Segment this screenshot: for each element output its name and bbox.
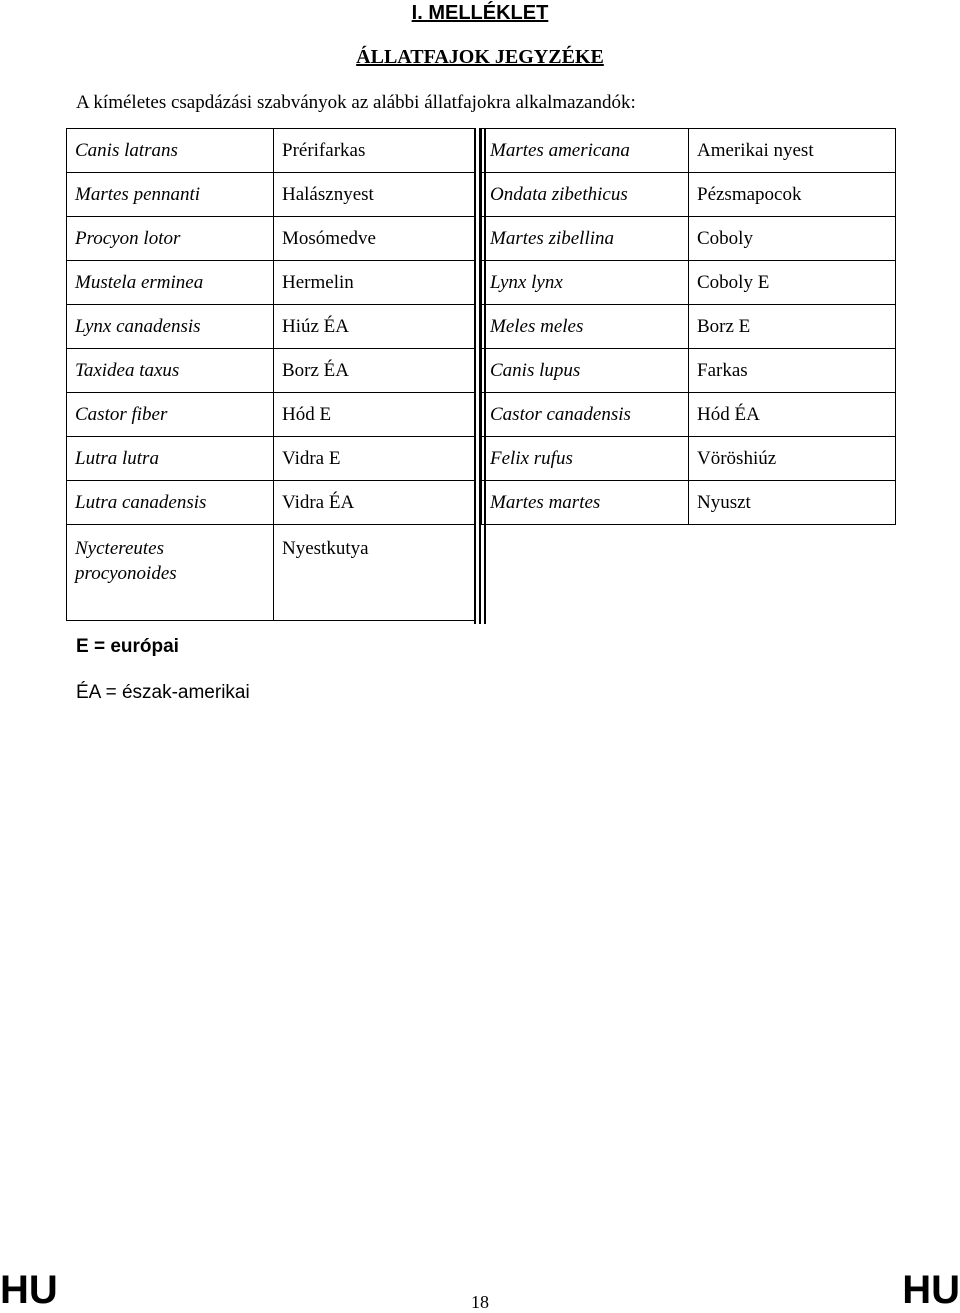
separator-line: [474, 128, 476, 624]
common-name: Borz E: [689, 305, 896, 349]
intro-text: A kíméletes csapdázási szabványok az alábbi állatfajokra alkalmazandók:: [76, 92, 636, 113]
table-row: [67, 129, 476, 173]
legend-european: E = európai: [76, 636, 179, 657]
table-row: [482, 261, 896, 305]
scientific-name: Lutra lutra: [67, 437, 274, 481]
common-name: Hermelin: [274, 261, 476, 305]
common-name: Prérifarkas: [274, 129, 476, 173]
common-name: Nyuszt: [689, 481, 896, 525]
table-row: [482, 173, 896, 217]
table-row: [482, 305, 896, 349]
annex-title: I. MELLÉKLET: [411, 2, 549, 24]
common-name: Hiúz ÉA: [274, 305, 476, 349]
table-row: [67, 173, 476, 217]
common-name: Pézsmapocok: [689, 173, 896, 217]
table-row: [67, 393, 476, 437]
scientific-name: Lynx canadensis: [67, 305, 274, 349]
scientific-name: Martes pennanti: [67, 173, 274, 217]
common-name: Hód ÉA: [689, 393, 896, 437]
scientific-name: Lutra canadensis: [67, 481, 274, 525]
scientific-name: Taxidea taxus: [67, 349, 274, 393]
table-row: [482, 217, 896, 261]
scientific-name: [67, 525, 274, 621]
scientific-name: Martes zibellina: [482, 217, 689, 261]
table-row: [482, 437, 896, 481]
common-name: Coboly E: [689, 261, 896, 305]
species-table-right: [481, 128, 896, 525]
common-name: Farkas: [689, 349, 896, 393]
scientific-name: Canis lupus: [482, 349, 689, 393]
common-name: Vidra E: [274, 437, 476, 481]
common-name: Vöröshiúz: [689, 437, 896, 481]
common-name: Mosómedve: [274, 217, 476, 261]
table-row: [67, 217, 476, 261]
scientific-name: Felix rufus: [482, 437, 689, 481]
table-row: [67, 305, 476, 349]
species-table-left: [66, 128, 476, 621]
common-name: Coboly: [689, 217, 896, 261]
table-row: [67, 525, 476, 621]
table-row: [482, 393, 896, 437]
common-name: Halásznyest: [274, 173, 476, 217]
scientific-name: Meles meles: [482, 305, 689, 349]
common-name: Borz ÉA: [274, 349, 476, 393]
list-title: ÁLLATFAJOK JEGYZÉKE: [356, 46, 604, 68]
common-name: Nyestkutya: [274, 525, 476, 621]
table-row: [482, 349, 896, 393]
scientific-name-line: Nyctereutes: [75, 538, 164, 559]
table-row: [482, 129, 896, 173]
table-row: [482, 481, 896, 525]
scientific-name: Lynx lynx: [482, 261, 689, 305]
scientific-name: Procyon lotor: [67, 217, 274, 261]
page-number: 18: [471, 1292, 489, 1312]
common-name: Vidra ÉA: [274, 481, 476, 525]
common-name: Hód E: [274, 393, 476, 437]
scientific-name: Castor canadensis: [482, 393, 689, 437]
footer-language-code-left: HU: [0, 1268, 58, 1312]
table-row: [67, 481, 476, 525]
scientific-name-line: procyonoides: [75, 563, 177, 584]
scientific-name: Ondata zibethicus: [482, 173, 689, 217]
scientific-name: Martes americana: [482, 129, 689, 173]
table-row: [67, 437, 476, 481]
scientific-name: Castor fiber: [67, 393, 274, 437]
common-name: Amerikai nyest: [689, 129, 896, 173]
legend-north-american: ÉA = észak-amerikai: [76, 682, 250, 703]
table-row: [67, 349, 476, 393]
footer-language-code-right: HU: [902, 1268, 960, 1312]
scientific-name: Canis latrans: [67, 129, 274, 173]
scientific-name: Martes martes: [482, 481, 689, 525]
scientific-name: Mustela erminea: [67, 261, 274, 305]
table-row: [67, 261, 476, 305]
